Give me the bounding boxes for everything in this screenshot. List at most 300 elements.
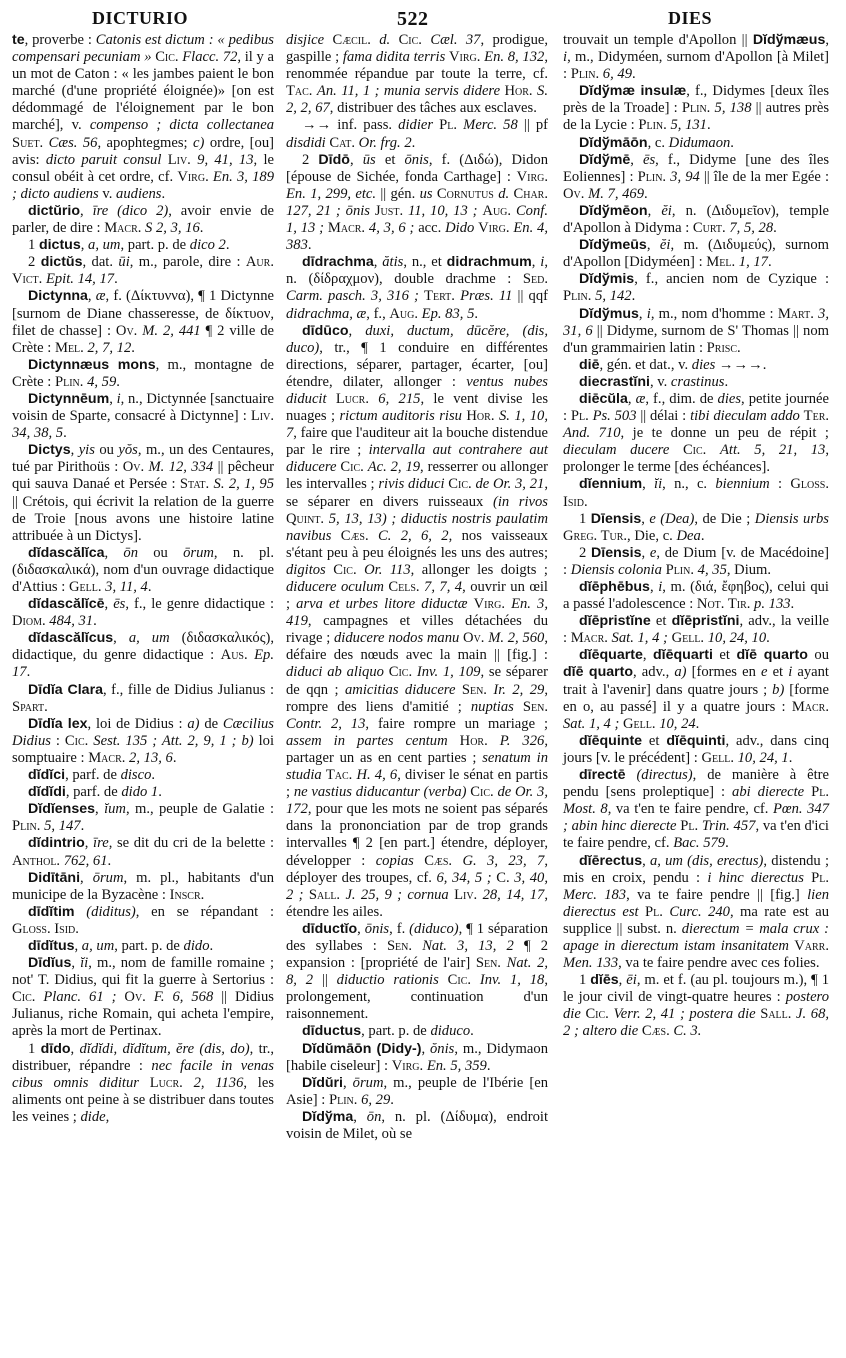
entry-text: dido 1 bbox=[121, 784, 159, 801]
entry-text: , m. et f. (au pl. toujours m.), ¶ 1 le jour civil de vingt-quatre heures : bbox=[563, 972, 829, 1006]
entry-text: copias bbox=[375, 852, 414, 869]
entry-text: , apophtegmes; bbox=[97, 134, 194, 151]
entry-text: Sat. 1, 4 ; bbox=[611, 630, 668, 647]
entry-text: Cornutus bbox=[436, 185, 494, 202]
entry-text: Att. 5, 21, 13 bbox=[719, 442, 826, 459]
headword: Dĭdўmæ insulæ bbox=[579, 83, 687, 100]
dictionary-entry bbox=[563, 306, 829, 357]
entry-text: . bbox=[767, 254, 772, 271]
entry-text: ătis bbox=[382, 254, 404, 271]
entry-text: Inscr. bbox=[169, 886, 205, 903]
entry-text: Cic. bbox=[470, 784, 494, 801]
dictionary-entry bbox=[286, 1109, 548, 1143]
entry-text: ōnis bbox=[364, 920, 390, 937]
entry-text: . bbox=[151, 767, 156, 784]
dictionary-entry bbox=[563, 613, 829, 647]
entry-text: Conf. 1, 13 ; bbox=[286, 202, 548, 237]
entry-text: , bbox=[87, 288, 96, 305]
entry-text: , bbox=[642, 647, 654, 664]
headword: dīdo bbox=[40, 1040, 71, 1057]
entry-text: Or. frg. 2 bbox=[358, 134, 412, 151]
entry-text: , gén. et dat., v. bbox=[599, 356, 692, 373]
entry-text: 2, 1136 bbox=[193, 1074, 244, 1091]
entry-text: 3, 31, 6 bbox=[563, 305, 829, 339]
entry-text: biennium bbox=[715, 476, 770, 493]
entry-text: acc. bbox=[414, 220, 446, 237]
entry-text: 762, 61 bbox=[63, 852, 108, 869]
entry-text: 7, 7, 4 bbox=[424, 579, 463, 595]
entry-text: Ov. bbox=[115, 322, 138, 339]
entry-text: 34, 38, 5 bbox=[12, 425, 64, 442]
dictionary-entry bbox=[563, 83, 829, 134]
entry-text: b) bbox=[772, 681, 785, 698]
entry-text: ĭi bbox=[654, 476, 663, 493]
entry-text: , campagnes et villes détachées du rivage ; bbox=[286, 613, 548, 647]
entry-text: 10, 24 bbox=[659, 715, 696, 732]
dictionary-entry bbox=[563, 135, 829, 152]
entry-text: ōrum bbox=[183, 544, 214, 561]
entry-text: , se séparer de qqn ; bbox=[286, 664, 548, 698]
entry-text: || autres près de la Lycie : bbox=[563, 100, 830, 134]
entry-text: Ov. bbox=[463, 630, 485, 647]
entry-text: Diom. bbox=[12, 613, 46, 630]
entry-text: Planc. 61 ; bbox=[43, 989, 117, 1006]
entry-text: a) bbox=[674, 664, 687, 681]
entry-text: . bbox=[161, 185, 166, 202]
headword: diecrastĭni bbox=[579, 373, 650, 390]
entry-text: . bbox=[199, 220, 204, 237]
entry-text: , f. (Δίκτυννα), ¶ 1 Dictynne [surnom de Diane chasseresse, de δίκτυον, filet de chasse] : bbox=[12, 288, 274, 339]
entry-text: Plin. bbox=[328, 1091, 358, 1108]
entry-text bbox=[706, 442, 720, 458]
headword: Dictynnēum bbox=[28, 390, 110, 407]
dictionary-entry bbox=[12, 870, 274, 904]
entry-text: →→ inf. pass. bbox=[302, 117, 399, 134]
entry-text: . bbox=[724, 373, 729, 390]
entry-text: ou bbox=[807, 647, 829, 664]
entry-text: e bbox=[760, 664, 768, 681]
dictionary-entry bbox=[563, 237, 829, 271]
entry-text: Catonis est dictum : « pedibus compensari pecuniam » bbox=[12, 32, 274, 66]
entry-text: Diensis colonia bbox=[570, 561, 662, 578]
entry-text: M. 7, 469 bbox=[588, 185, 645, 202]
entry-text: Ov. bbox=[122, 459, 145, 476]
entry-text: Ep. 17 bbox=[12, 647, 274, 681]
entry-text: d. bbox=[379, 32, 391, 48]
dictionary-entry bbox=[12, 682, 274, 716]
entry-text: , bbox=[348, 322, 366, 339]
headword: dĭēquarti bbox=[653, 647, 713, 664]
entry-text: . bbox=[147, 579, 152, 595]
entry-text: Cæs. bbox=[340, 527, 369, 544]
entry-text: , n., et bbox=[403, 254, 447, 271]
entry-text: Plin. bbox=[563, 288, 592, 305]
dictionary-entry bbox=[12, 801, 274, 835]
entry-text: tibi dieculam addo bbox=[690, 408, 800, 425]
entry-text: , loi de Didius : bbox=[87, 715, 188, 732]
headword: dĭdascălĭca bbox=[28, 544, 105, 561]
entry-text: Pl. bbox=[811, 784, 829, 801]
entry-text: Inv. 1, 109 bbox=[416, 664, 481, 681]
entry-text: yis bbox=[78, 442, 95, 459]
entry-text: . bbox=[695, 715, 700, 732]
entry-text: , prodigue, gaspille ; bbox=[286, 32, 549, 66]
entry-text: , Die, c. bbox=[627, 527, 677, 544]
entry-text: , f., le genre didactique : bbox=[125, 596, 275, 613]
entry-text: ĭi bbox=[80, 955, 89, 972]
entry-text: , n. (Διδυμεῖον), temple d'Apollon à Didyma : bbox=[563, 202, 829, 237]
entry-text: diduci ab aliquo bbox=[286, 664, 384, 681]
entry-text: . bbox=[63, 425, 67, 442]
entry-text: , bbox=[642, 852, 650, 869]
entry-text: , va t'en te faire pendre, cf. bbox=[607, 801, 773, 818]
headword: dictŭrio bbox=[28, 202, 81, 219]
entry-text: , distribuer des tâches aux esclaves. bbox=[329, 100, 537, 117]
entry-text: , bbox=[421, 1040, 430, 1057]
entry-text: J. 68, 2 ; altero die bbox=[563, 1006, 830, 1040]
entry-text: 2 bbox=[302, 151, 319, 168]
dictionary-entry bbox=[12, 938, 274, 955]
entry-text: , n., Dictynnée [sanctuaire voisin de Sparte, consacré à Dictynne] : bbox=[12, 390, 275, 425]
column-right bbox=[563, 32, 829, 1041]
entry-text: 28, 14, 17 bbox=[482, 886, 545, 903]
entry-text: Tert. bbox=[424, 288, 455, 305]
entry-text: , adv., bbox=[633, 664, 675, 681]
entry-text: Pl. bbox=[570, 408, 589, 425]
entry-text: , bbox=[80, 202, 93, 219]
entry-text: Pl. bbox=[811, 869, 829, 886]
entry-text: , m., parole, dire : bbox=[129, 254, 246, 271]
entry-text: Cæs. bbox=[641, 1023, 670, 1040]
dictionary-entry bbox=[12, 784, 274, 801]
entry-text: 1, 17 bbox=[738, 254, 768, 271]
entry-text: intervalla aut contrahere aut diducere bbox=[286, 442, 548, 476]
headword: Dictynna bbox=[28, 288, 88, 305]
entry-text: Didumaon bbox=[668, 134, 731, 151]
dictionary-entry bbox=[12, 1041, 274, 1126]
entry-text: ou bbox=[94, 442, 119, 459]
entry-text: Plin. bbox=[681, 100, 711, 117]
entry-text: En. 3, 189 ; dicto audiens bbox=[12, 168, 274, 202]
entry-text: , m. (διά, ἔφηβος), celui qui a passé l'adolescence : bbox=[563, 579, 829, 613]
entry-text: G. 3, 23, 7 bbox=[462, 852, 545, 869]
entry-text: || qqf bbox=[512, 288, 548, 305]
headword: dĭēquarte bbox=[579, 647, 643, 664]
dictionary-entry bbox=[12, 904, 274, 938]
entry-text: , f., Didyme [une des îles Eoliennes] : bbox=[563, 151, 830, 185]
headword: dīrectē bbox=[579, 767, 626, 784]
headword: dĭē quarto bbox=[563, 664, 634, 681]
headword: Dĭdўmāōn bbox=[579, 134, 648, 151]
dictionary-entry bbox=[12, 237, 274, 254]
entry-text: de bbox=[199, 715, 223, 732]
headword: dīdĭtim bbox=[28, 903, 75, 920]
entry-text: dicto paruit consul bbox=[45, 151, 162, 168]
entry-text: , bbox=[638, 305, 647, 322]
entry-text: Ir. 2, 29 bbox=[493, 681, 545, 698]
entry-text: Sest. 135 ; Att. 2, 9, 1 ; bbox=[93, 732, 237, 749]
entry-text: , va te faire pendre || [fig.] bbox=[626, 886, 808, 903]
entry-text: , bbox=[74, 937, 82, 954]
entry-text: , bbox=[357, 920, 365, 937]
headword: te bbox=[12, 32, 25, 48]
entry-text: dierectum = mala crux : apage in dierectum istam insanitatem bbox=[563, 920, 829, 954]
entry-text: Virg. bbox=[473, 596, 505, 613]
entry-text: , va t'en d'ici te faire pendre, cf. bbox=[563, 818, 829, 852]
headword: dĭēquinti bbox=[666, 732, 726, 749]
entry-text: , va te faire pendre avec ces folies. bbox=[618, 955, 820, 972]
entry-text: i bbox=[116, 390, 121, 407]
entry-text: Mel. bbox=[54, 339, 84, 356]
entry-text: , part. p. de bbox=[120, 237, 190, 254]
entry-text: Liv. bbox=[250, 408, 274, 425]
entry-text: , n. pl. (διδασκαλικά), nom d'un ouvrage didactique d'Attius : bbox=[12, 544, 275, 595]
dictionary-entry bbox=[12, 596, 274, 630]
entry-text: , rompre des liens d'amitié ; bbox=[286, 681, 548, 715]
entry-text: . bbox=[788, 749, 793, 766]
entry-text: Suet. bbox=[12, 134, 44, 151]
entry-text: . bbox=[766, 630, 770, 647]
entry-text: trouvait un temple d'Apollon || bbox=[563, 32, 753, 48]
entry-text: disjice bbox=[286, 32, 325, 48]
entry-text: , diviser le sénat en partis ; bbox=[286, 767, 549, 801]
headword: Dīdĭa lex bbox=[28, 715, 88, 732]
entry-text: , m., Didyméen, surnom d'Apollon [à Milet] : bbox=[563, 49, 829, 83]
entry-text: , de Die ; bbox=[694, 510, 755, 527]
entry-text: , part. p. de bbox=[361, 1023, 431, 1040]
dictionary-entry bbox=[12, 716, 274, 767]
headword: Didītāni bbox=[28, 869, 81, 886]
entry-text: Sall. bbox=[308, 886, 341, 903]
entry-text: Liv. bbox=[454, 886, 478, 903]
entry-text: Merc. 183 bbox=[563, 886, 627, 903]
entry-text: 6, 29 bbox=[361, 1091, 391, 1108]
entry-text: Gloss. Isid. bbox=[12, 920, 79, 937]
entry-text: Epit. 14, 17 bbox=[45, 271, 115, 288]
entry-text: , m., un des Centaures, tué par Pirithoüs : bbox=[12, 442, 274, 476]
headword: dĭē quarto bbox=[736, 647, 808, 664]
entry-text: Lucr. bbox=[335, 390, 369, 407]
entry-text: Cic. bbox=[682, 442, 707, 459]
entry-text: a, um bbox=[81, 937, 115, 954]
entry-text: Not. Tir. bbox=[696, 596, 751, 613]
entry-text: v. bbox=[98, 185, 117, 202]
entry-text: , bbox=[825, 32, 829, 48]
entry-text: . bbox=[474, 305, 479, 322]
entry-text: et bbox=[375, 151, 405, 168]
headword: dictus bbox=[38, 237, 81, 254]
dictionary-entry bbox=[563, 152, 829, 203]
entry-text: Inv. 1, 18 bbox=[479, 972, 545, 989]
entry-text: e bbox=[649, 544, 657, 561]
entry-text: , le vent divise les nuages ; bbox=[286, 390, 549, 425]
entry-text: Stat. bbox=[179, 476, 210, 493]
headword: dĭēphēbus bbox=[579, 579, 650, 595]
entry-text: Cic. bbox=[64, 732, 89, 749]
entry-text: et bbox=[650, 613, 672, 630]
headword: didrachmum bbox=[446, 254, 532, 271]
entry-text: Cic. bbox=[398, 32, 422, 48]
entry-text: 3, 94 bbox=[670, 168, 700, 185]
entry-text: , adv., la veille : bbox=[563, 613, 829, 647]
entry-text: Dea bbox=[676, 527, 701, 544]
dictionary-entry bbox=[563, 545, 829, 579]
dictionary-entry bbox=[286, 32, 548, 117]
headword: diē bbox=[579, 356, 600, 373]
entry-text: Plin. bbox=[570, 66, 600, 83]
entry-text: , n., c. bbox=[662, 476, 716, 493]
entry-text: : bbox=[50, 732, 65, 749]
entry-text: And. 710 bbox=[563, 425, 621, 442]
entry-text: ordre, [ou] avis: bbox=[12, 134, 274, 168]
entry-text: 6, 34, 5 ; bbox=[436, 869, 492, 886]
entry-text: Cic. bbox=[388, 664, 413, 681]
entry-text: || Crétois, qui écrivit la relation de la guerre de Troie [nous avons une histoire latine attribuée à un Dictys]. bbox=[12, 493, 274, 544]
entry-text: c) bbox=[193, 134, 205, 151]
headword: dĭēpristĭne bbox=[579, 613, 651, 630]
entry-text: Macr. bbox=[104, 220, 142, 237]
entry-text: , étendre les ailes. bbox=[286, 886, 549, 920]
headword: Dĭdўmus bbox=[579, 305, 639, 322]
entry-text: || délai : bbox=[636, 408, 691, 425]
entry-text: Macr. bbox=[88, 749, 126, 766]
headword: dĭennium bbox=[579, 476, 643, 493]
entry-text: . bbox=[644, 185, 648, 202]
entry-text: . bbox=[225, 237, 230, 254]
entry-text: , se dit du cri de la belette : bbox=[108, 835, 275, 852]
entry-text: 484, 31 bbox=[49, 613, 94, 630]
entry-text: Virg. bbox=[177, 168, 209, 185]
entry-text: ūs bbox=[362, 151, 376, 168]
entry-text: Verr. 2, 41 ; postera die bbox=[613, 1006, 756, 1023]
entry-text bbox=[626, 767, 637, 783]
entry-text: Virg. bbox=[449, 49, 481, 66]
entry-text: Sat. 1, 4 ; bbox=[563, 715, 620, 732]
entry-text: assem in partes centum bbox=[286, 732, 448, 749]
dictionary-entry bbox=[286, 323, 548, 921]
entry-text: ¶ 2 ville de Crète : bbox=[12, 322, 274, 356]
entry-text: Gell. bbox=[671, 630, 705, 647]
entry-text: dide, bbox=[80, 1108, 110, 1125]
entry-text: . bbox=[390, 1091, 394, 1108]
entry-text bbox=[439, 972, 448, 988]
entry-text: diduco bbox=[430, 1023, 471, 1040]
entry-text: 5, 147 bbox=[44, 818, 81, 835]
entry-text: diducere oculum bbox=[286, 579, 384, 595]
entry-text: , je te donne un peu de répit ; bbox=[620, 425, 829, 442]
entry-text: [formes en bbox=[686, 664, 761, 681]
entry-text: , c. bbox=[647, 134, 669, 151]
headword: dĭēpristĭni bbox=[671, 613, 740, 630]
entry-text: , f. (Διδώ), Didon [épouse de Sichée, fonda Carthage] : bbox=[286, 151, 548, 185]
dictionary-entry bbox=[12, 767, 274, 784]
entry-text: digitos bbox=[286, 561, 326, 578]
entry-text: Curt. bbox=[692, 220, 726, 237]
entry-text: , prolonger le terme [des échéances]. bbox=[563, 442, 829, 476]
entry-text: , bbox=[618, 972, 627, 989]
entry-text: , le consul obéit à cet ordre, cf. bbox=[12, 151, 274, 185]
entry-text: Sed. bbox=[522, 271, 548, 288]
entry-text: M. 2, 441 bbox=[142, 322, 201, 339]
dictionary-entry bbox=[12, 32, 274, 203]
entry-text: Cæl. 37 bbox=[430, 32, 481, 48]
entry-text: , proverbe : bbox=[24, 32, 96, 48]
entry-text bbox=[390, 32, 398, 48]
entry-text: En. 5, 359 bbox=[426, 1057, 487, 1074]
entry-text: , bbox=[84, 835, 94, 852]
entry-text: , bbox=[104, 544, 124, 561]
entry-text: Nat. 2, 8, 2 bbox=[286, 955, 549, 989]
entry-text: Aug. bbox=[482, 202, 512, 219]
entry-text: Ps. 503 bbox=[592, 408, 637, 425]
entry-text: . bbox=[107, 852, 112, 869]
entry-text bbox=[75, 904, 87, 920]
entry-text: , bbox=[113, 630, 129, 647]
entry-text: . bbox=[116, 373, 120, 390]
entry-text: et bbox=[712, 647, 737, 664]
entry-text: Cæcil. bbox=[332, 32, 371, 48]
entry-text: . bbox=[790, 596, 795, 613]
entry-text: Cic. bbox=[155, 49, 179, 66]
entry-text: Gell. bbox=[701, 749, 734, 766]
entry-text: 1 bbox=[28, 237, 39, 254]
entry-text: , resserrer ou allonger les intervalles ; bbox=[286, 459, 548, 493]
dictionary-entry bbox=[12, 442, 274, 545]
entry-text: , bbox=[649, 579, 659, 595]
entry-text: , de Dium [v. de Macédoine] : bbox=[563, 544, 830, 578]
headword: Dĭdĭenses bbox=[28, 801, 96, 818]
entry-text: i bbox=[563, 49, 568, 66]
entry-text: 5, 13, 13) ; diductis nostris paulatim navibus bbox=[286, 510, 548, 544]
entry-text: 4, 3, 6 ; bbox=[368, 220, 415, 237]
entry-text: , m., nom de famille romaine ; not' T. Didius, qui fit la guerre à Sertorius : bbox=[12, 955, 275, 989]
entry-text: ōn bbox=[366, 1108, 382, 1125]
entry-text: . bbox=[725, 835, 729, 852]
entry-text: ŏnis bbox=[429, 1040, 455, 1057]
entry-text: ĕi bbox=[659, 237, 671, 254]
entry-text: Gell. bbox=[623, 715, 656, 732]
entry-text: 5, 138 bbox=[714, 100, 752, 117]
entry-text: dies bbox=[717, 390, 742, 407]
headword: Dĭdўmis bbox=[579, 271, 635, 288]
entry-text: , en se répandant : bbox=[135, 903, 274, 920]
headword: Dĭdŭmāōn (Didy-) bbox=[302, 1040, 422, 1057]
entry-text: a, um bbox=[128, 630, 170, 647]
entry-text: An. 11, 1 ; munia servis didere bbox=[316, 83, 501, 100]
entry-text: Sall. bbox=[760, 1006, 792, 1023]
entry-text bbox=[448, 733, 460, 749]
entry-text bbox=[327, 391, 336, 407]
entry-text: Hor. bbox=[504, 83, 533, 100]
entry-text: . bbox=[114, 271, 118, 288]
entry-text: diductio rationis bbox=[336, 972, 439, 989]
entry-text: arva et urbes litore diductæ bbox=[296, 596, 468, 613]
entry-text: d. bbox=[498, 185, 510, 202]
entry-text: Sen. bbox=[522, 698, 548, 715]
entry-text: ne vastius diducantur (verba) bbox=[293, 784, 467, 801]
entry-text: duxi, ductum, dūcĕre, (dis, duco) bbox=[286, 322, 549, 356]
entry-text: Cæcilius Didius bbox=[12, 715, 274, 749]
entry-text: rivis diduci bbox=[378, 476, 445, 493]
entry-text: →→→. bbox=[715, 356, 767, 373]
headword: dĭdĭdi bbox=[28, 784, 66, 801]
entry-text: , défaire des nœuds avec la main || [fig.] : bbox=[286, 630, 548, 664]
headword: Dictys bbox=[28, 442, 71, 459]
entry-text bbox=[412, 938, 422, 954]
entry-text: , bbox=[349, 151, 363, 168]
entry-text: loi somptuaire : bbox=[12, 732, 275, 766]
entry-text: , bbox=[342, 1074, 353, 1091]
